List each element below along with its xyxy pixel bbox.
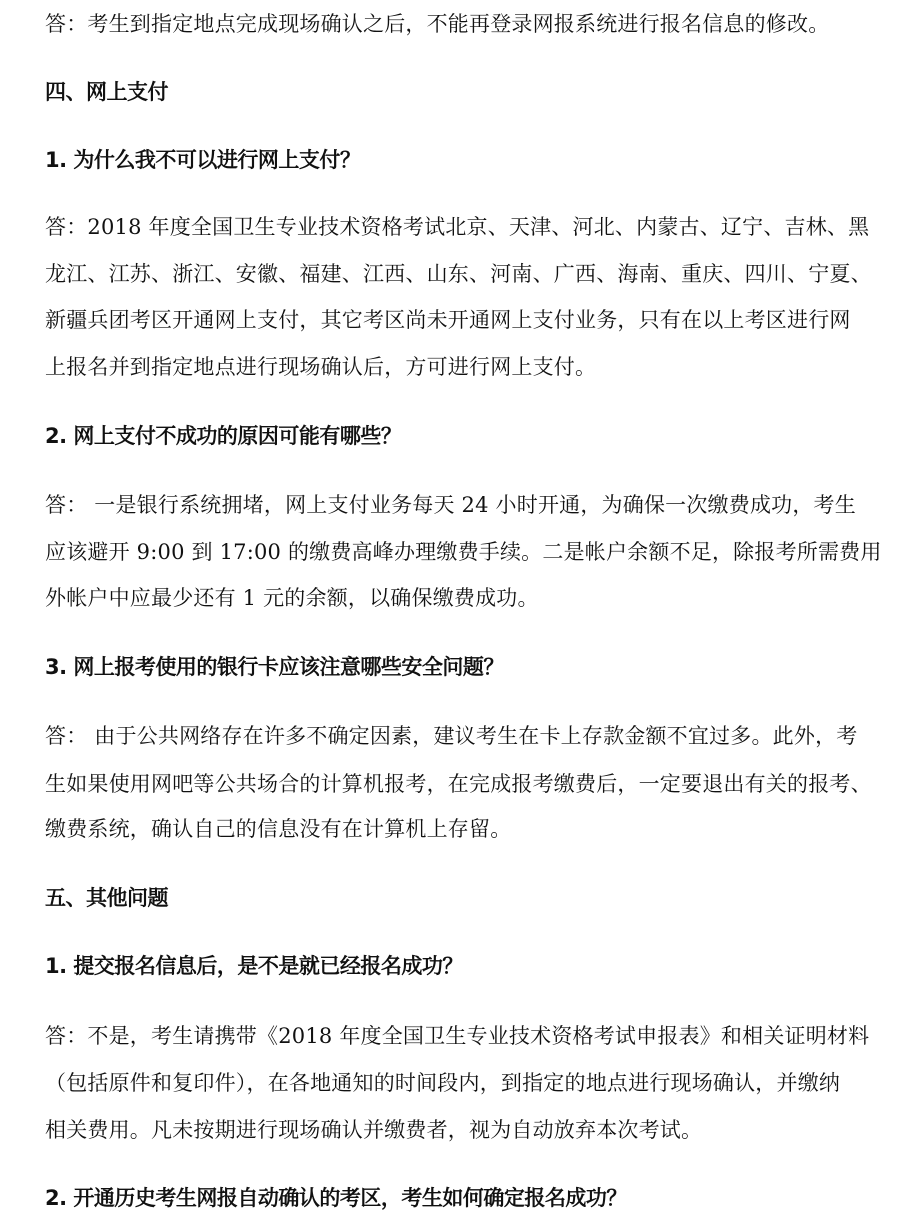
answer-text-line: 龙江、江苏、浙江、安徽、福建、江西、山东、河南、广西、海南、重庆、四川、宁夏、 [45,262,872,286]
answer-text-line: 上报名并到指定地点进行现场确认后，方可进行网上支付。 [45,355,597,379]
answer-text-line: 答：不是，考生请携带《2018 年度全国卫生专业技术资格考试申报表》和相关证明材料 [45,1024,870,1048]
section-heading-online-payment: 四、网上支付 [45,80,168,104]
answer-text-line: 外帐户中应最少还有 1 元的余额，以确保缴费成功。 [45,586,539,610]
answer-text-line: 答：2018 年度全国卫生专业技术资格考试北京、天津、河北、内蒙古、辽宁、吉林、黑 [45,215,870,239]
answer-text-line: 应该避开 9:00 到 17:00 的缴费高峰办理缴费手续。二是帐户余额不足，除报考所需费用 [45,540,882,564]
answer-text-line: 相关费用。凡未按期进行现场确认并缴费者，视为自动放弃本次考试。 [45,1118,703,1142]
question-heading: 1. 为什么我不可以进行网上支付？ [45,148,361,172]
answer-text-line: 答： 一是银行系统拥堵，网上支付业务每天 24 小时开通，为确保一次缴费成功，考生 [45,493,856,517]
answer-text-line: 缴费系统，确认自己的信息没有在计算机上存留。 [45,817,512,841]
answer-text-line: 答： 由于公共网络存在许多不确定因素，建议考生在卡上存款金额不宜过多。此外，考 [45,724,858,748]
answer-text-line: （包括原件和复印件），在各地通知的时间段内，到指定的地点进行现场确认，并缴纳 [45,1071,841,1095]
question-heading: 3. 网上报考使用的银行卡应该注意哪些安全问题？ [45,655,504,679]
question-heading: 2. 开通历史考生网报自动确认的考区，考生如何确定报名成功？ [45,1186,627,1210]
answer-text-line: 生如果使用网吧等公共场合的计算机报考，在完成报考缴费后，一定要退出有关的报考、 [45,772,872,796]
section-heading-other-questions: 五、其他问题 [45,886,168,910]
question-heading: 1. 提交报名信息后，是不是就已经报名成功？ [45,954,463,978]
answer-text-line: 答：考生到指定地点完成现场确认之后，不能再登录网报系统进行报名信息的修改。 [45,12,830,36]
question-heading: 2. 网上支付不成功的原因可能有哪些？ [45,424,402,448]
answer-text-line: 新疆兵团考区开通网上支付，其它考区尚未开通网上支付业务，只有在以上考区进行网 [45,308,851,332]
